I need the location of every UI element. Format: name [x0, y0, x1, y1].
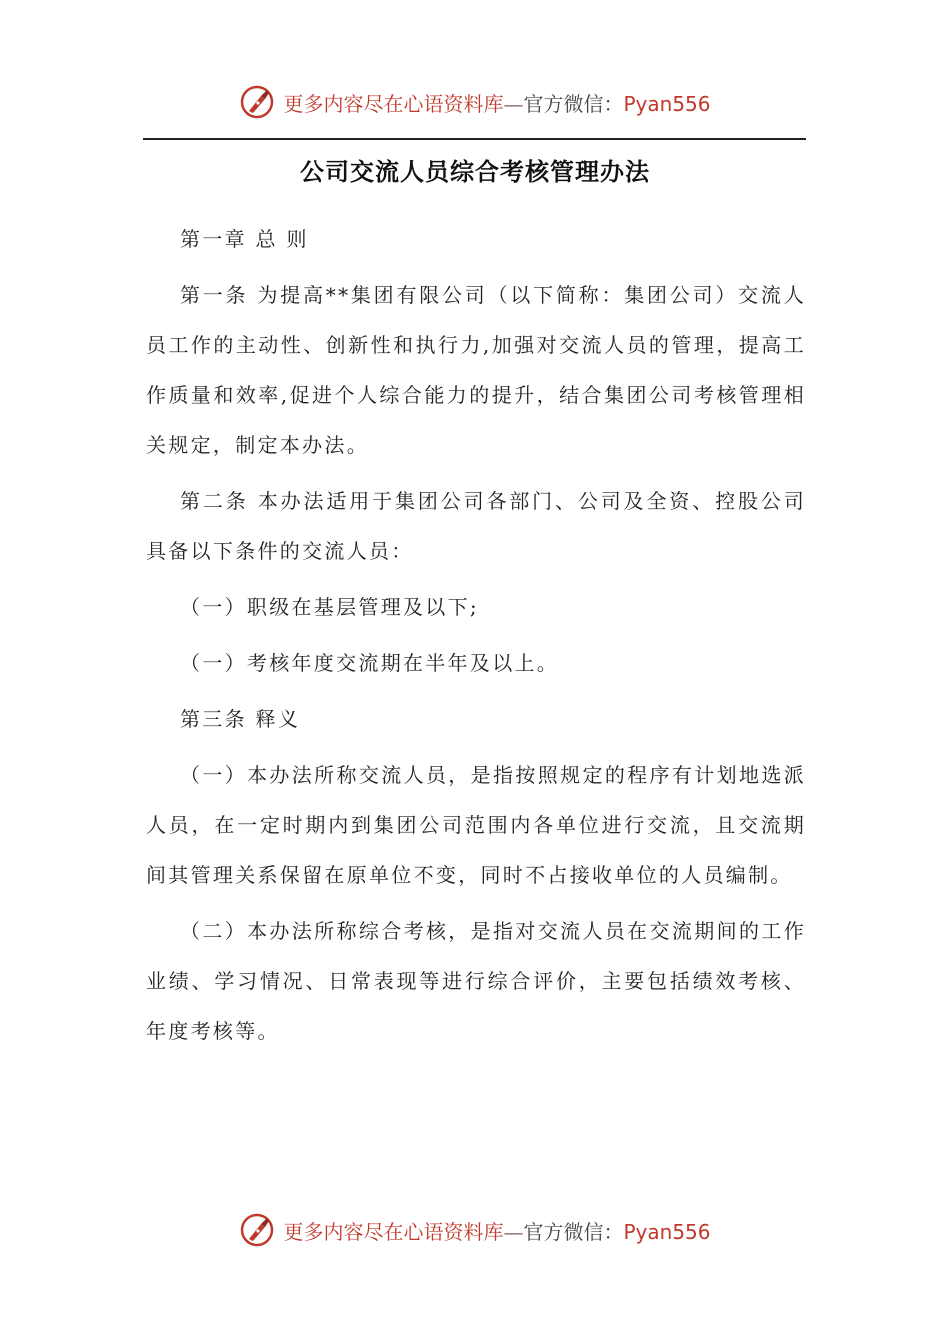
paragraph: 第二条 本办法适用于集团公司各部门、公司及全资、控股公司具备以下条件的交流人员：	[146, 489, 806, 563]
paragraph: （一）本办法所称交流人员，是指按照规定的程序有计划地选派人员，在一定时期内到集团公司范围内各单位进行交流，且交流期间其管理关系保留在原单位不变，同时不占接收单位的人员编制。	[146, 763, 806, 887]
footer-banner	[0, 1210, 950, 1250]
list-item: （一）职级在基层管理及以下;	[180, 595, 479, 619]
chapter-heading: 第一章 总 则	[180, 227, 309, 251]
paragraph: （二）本办法所称综合考核，是指对交流人员在交流期间的工作业绩、学习情况、日常表现等进行综合评价，主要包括绩效考核、年度考核等。	[146, 919, 806, 1043]
banner-text: 更多内容尽在心语资料库—官方微信：Pyan556	[283, 1219, 711, 1244]
header-divider	[143, 138, 806, 140]
document-title: 公司交流人员综合考核管理办法	[300, 157, 650, 186]
article-heading: 第三条 释义	[180, 707, 301, 731]
banner-text: 更多内容尽在心语资料库—官方微信：Pyan556	[283, 91, 711, 116]
pen-nib-logo-icon	[239, 84, 275, 120]
header-banner	[0, 82, 950, 122]
paragraph: 第一条 为提高**集团有限公司（以下简称：集团公司）交流人员工作的主动性、创新性和执行力,加强对交流人员的管理，提高工作质量和效率,促进个人综合能力的提升，结合集团公司考核管理相关规定，制定本办法。	[146, 283, 806, 457]
pen-nib-logo-icon	[239, 1212, 275, 1248]
document-body	[146, 214, 806, 1062]
list-item: （一）考核年度交流期在半年及以上。	[180, 651, 560, 675]
